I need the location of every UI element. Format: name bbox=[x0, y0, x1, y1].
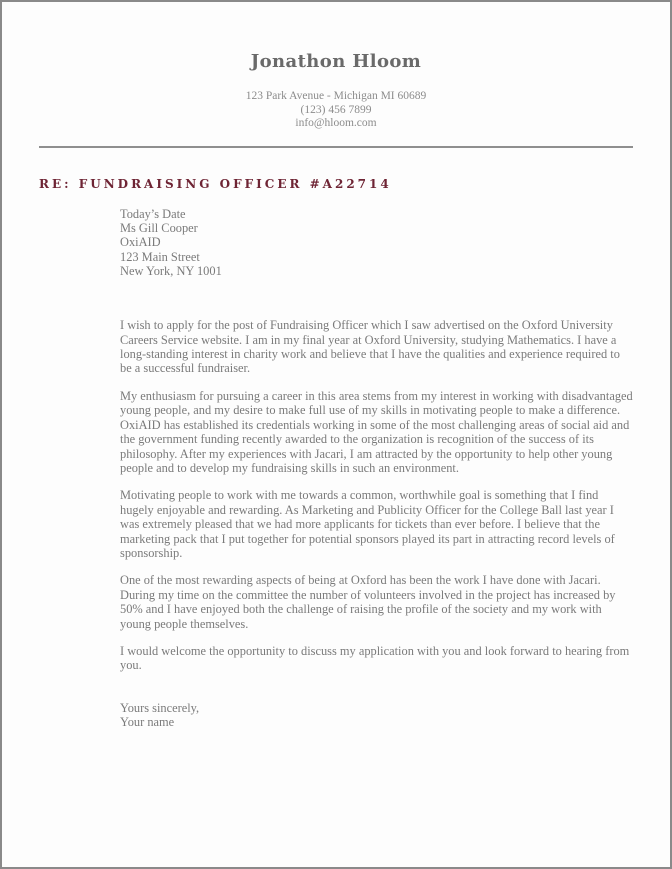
closing-block bbox=[120, 701, 632, 730]
sender-name: Jonathon Hloom bbox=[250, 51, 422, 72]
recipient-block bbox=[120, 207, 632, 278]
recipient-date: Today’s Date bbox=[120, 206, 186, 221]
recipient-city: New York, NY 1001 bbox=[120, 263, 222, 278]
recipient-organization: OxiAID bbox=[120, 235, 161, 250]
subject-line: RE: FUNDRAISING OFFICER #A22714 bbox=[39, 176, 392, 191]
body-paragraph: One of the most rewarding aspects of being at Oxford has been the work I have done with Jacari. During my time on the committee the number of volunteers involved in the project has increased by 50% and I have enjoyed both the challenge of raising the profile of the society and my work with young people themselves. bbox=[120, 573, 616, 631]
signature-name: Your name bbox=[120, 715, 175, 730]
contact-block bbox=[2, 90, 670, 131]
contact-email: info@hloom.com bbox=[295, 117, 377, 130]
contact-phone: (123) 456 7899 bbox=[300, 103, 372, 116]
contact-address: 123 Park Avenue - Michigan MI 60689 bbox=[245, 90, 427, 102]
body-paragraph: My enthusiasm for pursuing a career in this area stems from my interest in working with disadvantaged young people, and my desire to make full use of my skills in motivating people to make a difference. OxiAID has established its credentials working in some of the most challenging areas of social aid and the government funding recently awarded to the organization is recognition of the success of its philosophy. After my experiences with Jacari, I am attracted by the opportunity to help other young people and to develop my fundraising skills in such an environment. bbox=[120, 388, 633, 475]
body-paragraph: I wish to apply for the post of Fundraising Officer which I saw advertised on the Oxford University Careers Service website. I am in my final year at Oxford University, studying Mathematics. I have a long-standing interest in charity work and believe that I have the qualities and experience required to be a successful fundraiser. bbox=[120, 318, 620, 376]
body-paragraph: I would welcome the opportunity to discuss my application with you and look forward to hearing from you. bbox=[120, 643, 630, 673]
valediction: Yours sincerely, bbox=[120, 700, 200, 715]
letter-body bbox=[120, 318, 633, 673]
body-paragraph: Motivating people to work with me towards a common, worthwhile goal is something that I find hugely enjoyable and rewarding. As Marketing and Publicity Officer for the College Ball last year I was extremely pleased that we had more applicants for tickets than ever before. I believe that the marketing pack that I put together for potential sponsors played its part in attracting record levels of sponsorship. bbox=[120, 488, 615, 560]
recipient-name: Ms Gill Cooper bbox=[120, 221, 198, 236]
recipient-street: 123 Main Street bbox=[120, 249, 200, 264]
letter-header bbox=[2, 2, 670, 131]
header-divider bbox=[39, 146, 633, 148]
